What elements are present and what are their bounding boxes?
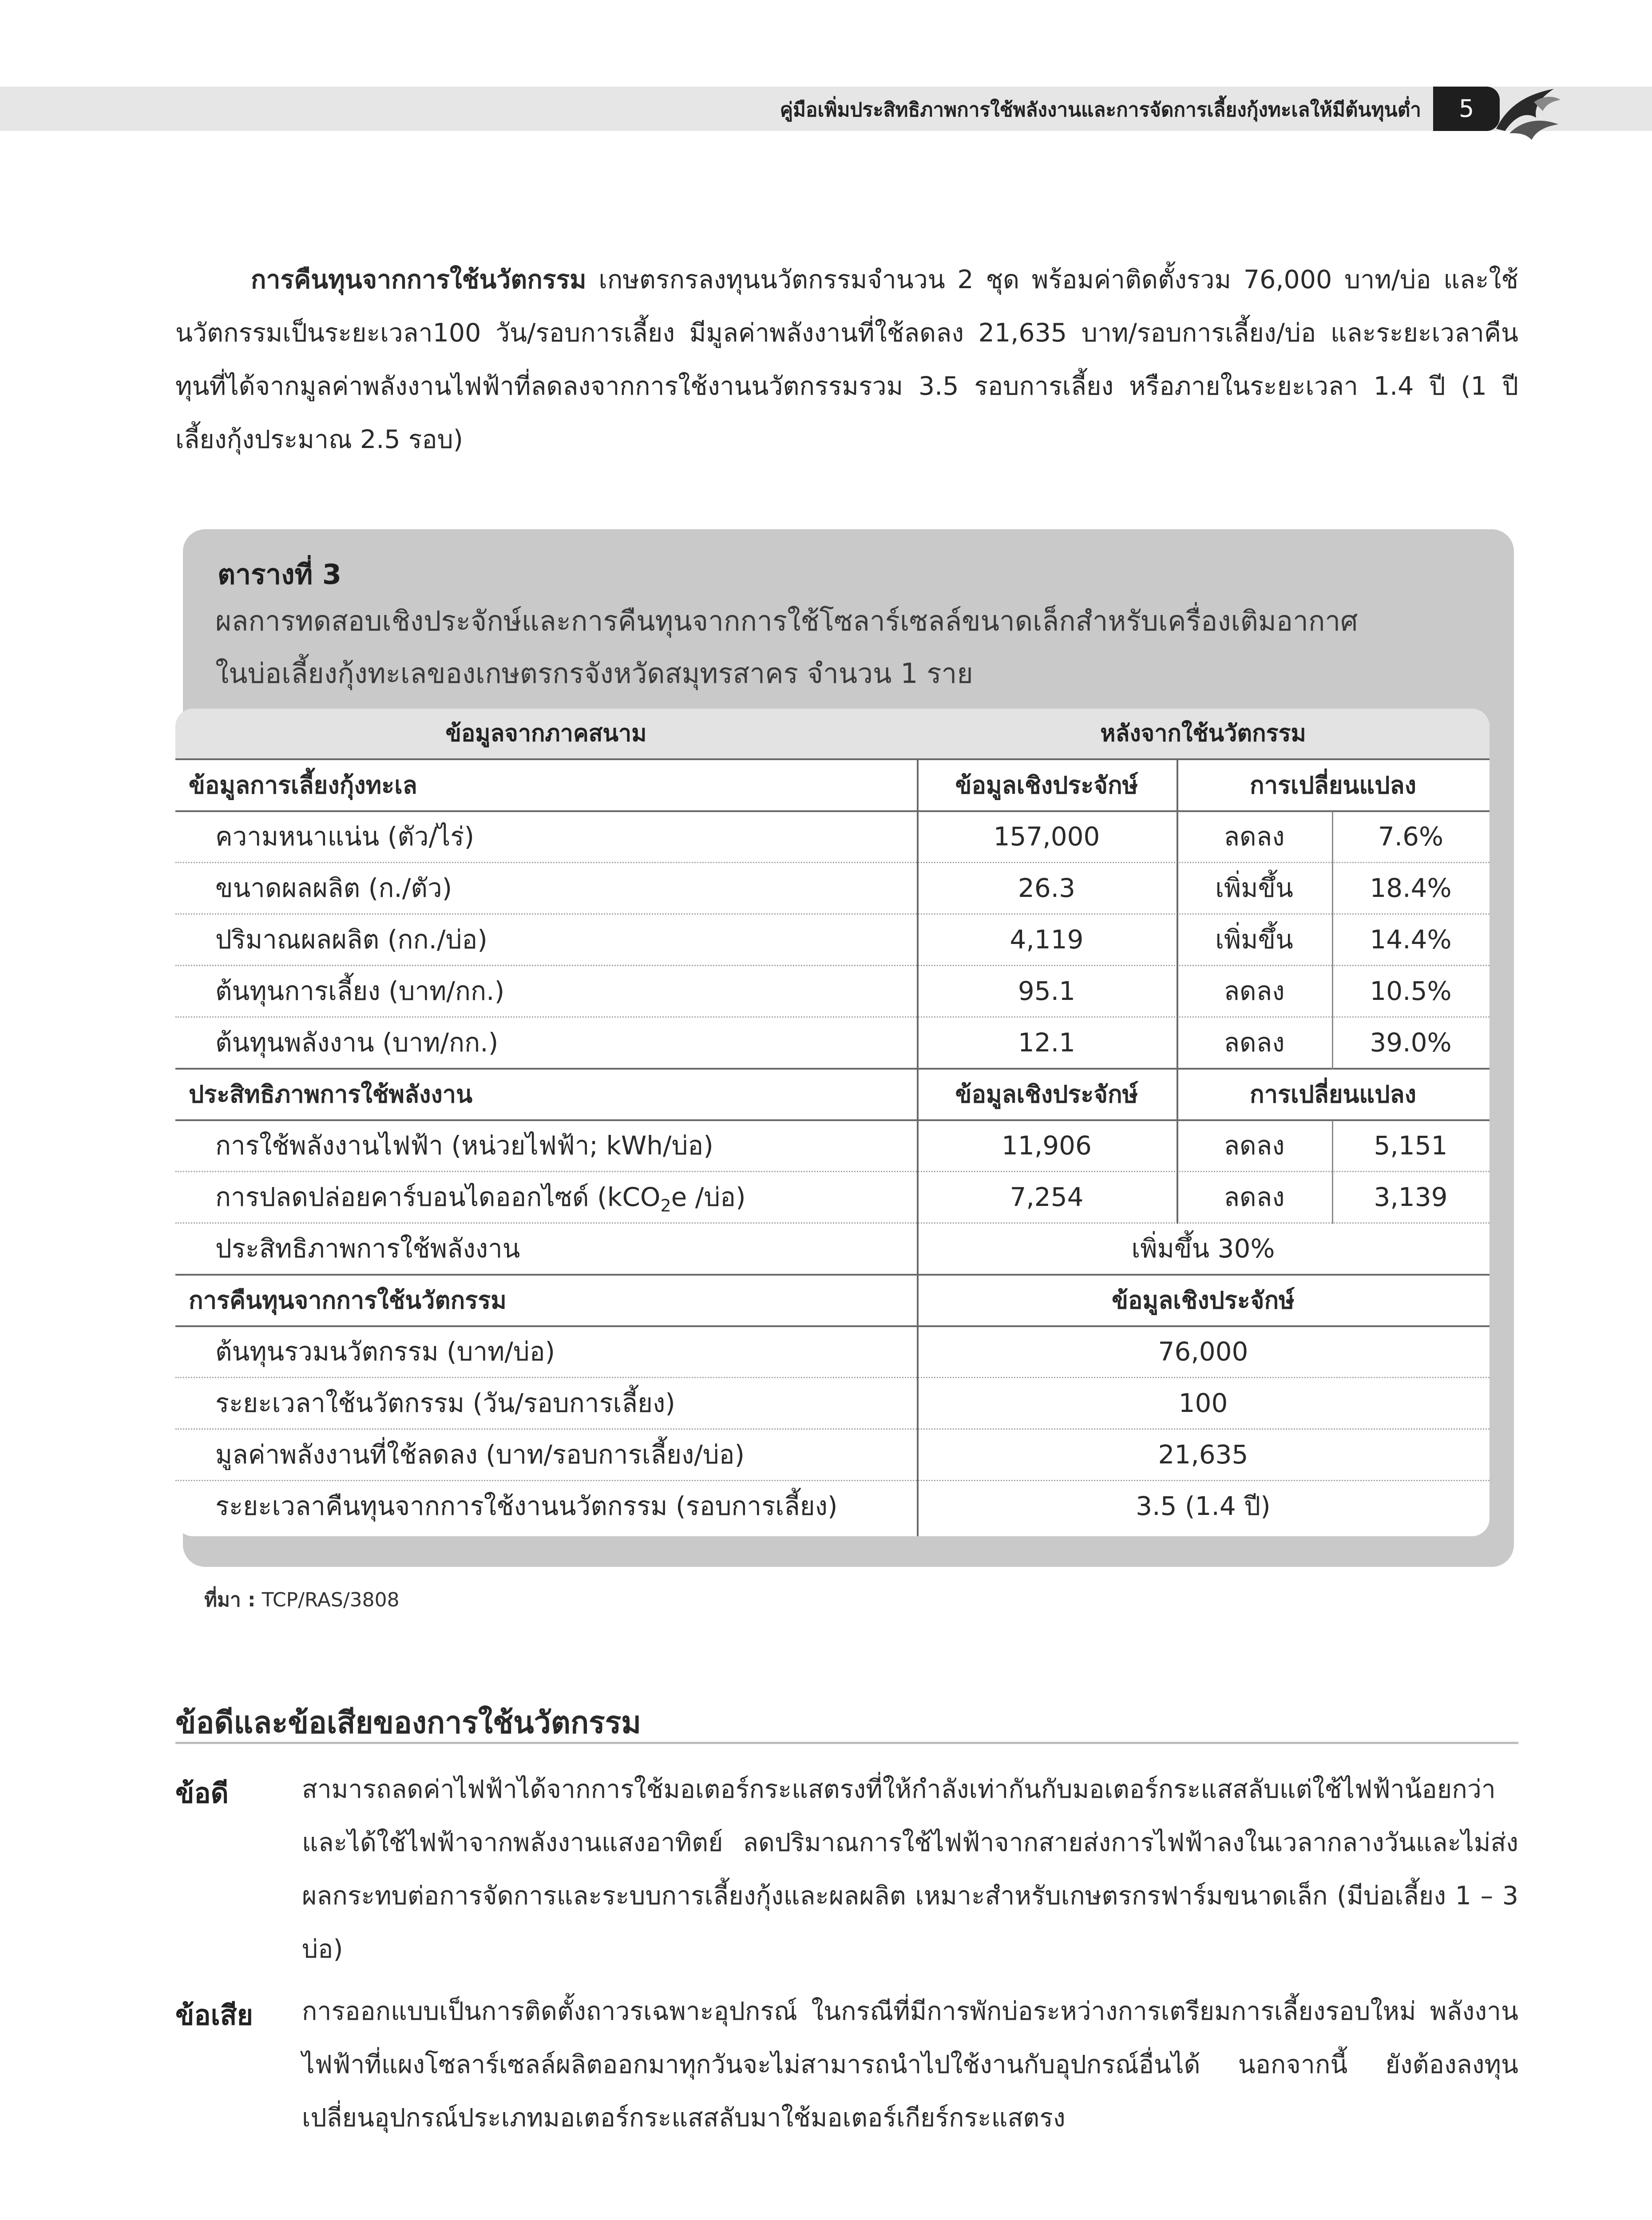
section-title: การคืนทุนจากการใช้นวัตกรรม [189, 1286, 507, 1314]
row-value: 100 [1178, 1388, 1228, 1418]
row-value: 26.3 [1018, 873, 1076, 903]
section-header-farming [175, 760, 1490, 812]
intro-lead: การคืนทุนจากการใช้นวัตกรรม [251, 265, 586, 294]
header-title: คู่มือเพิ่มประสิทธิภาพการใช้พลังงานและการจัดการเลี้ยงกุ้งทะเลให้มีต้นทุนต่ำ [780, 99, 1421, 121]
table-row [175, 1172, 1490, 1224]
row-label: ประสิทธิภาพการใช้พลังงาน [215, 1233, 520, 1264]
table-row [175, 1121, 1490, 1172]
table-row [175, 915, 1490, 966]
row-value: 76,000 [1158, 1336, 1248, 1367]
row-label: ขนาดผลผลิต (ก./ตัว) [215, 873, 452, 903]
row-direction: ลดลง [1224, 976, 1285, 1006]
table-row [175, 812, 1490, 863]
row-label: ต้นทุนรวมนวัตกรรม (บาท/บ่อ) [215, 1336, 555, 1367]
row-label-subscript: 2 [660, 1196, 671, 1216]
row-label-main: การปลดปล่อยคาร์บอนไดออกไซด์ (kCO [215, 1182, 661, 1212]
col-observed: ข้อมูลเชิงประจักษ์ [1112, 1286, 1295, 1314]
pro-label: ข้อดี [175, 1777, 229, 1809]
table-caption-line1: ผลการทดสอบเชิงประจักษ์และการคืนทุนจากการใช้โซลาร์เซลล์ขนาดเล็กสำหรับเครื่องเติมอากาศ [215, 605, 1358, 637]
table-row [175, 863, 1490, 915]
row-label [215, 1172, 930, 1222]
page-number: 5 [1433, 87, 1500, 131]
row-value: 11,906 [1002, 1130, 1092, 1161]
table-source [204, 1584, 400, 1615]
source-value: TCP/RAS/3808 [255, 1589, 400, 1611]
column-divider [1177, 760, 1178, 1121]
column-divider [1332, 1121, 1333, 1224]
table-row [175, 1378, 1490, 1430]
row-percent: 14.4% [1370, 924, 1452, 955]
row-direction: ลดลง [1224, 821, 1285, 852]
row-direction: ลดลง [1224, 1130, 1285, 1161]
row-percent: 18.4% [1370, 873, 1452, 903]
table-label: ตารางที่ 3 [218, 558, 342, 591]
table-header [175, 709, 1490, 760]
row-label-tail: e /บ่อ) [671, 1182, 746, 1212]
row-label: มูลค่าพลังงานที่ใช้ลดลง (บาท/รอบการเลี้ยง/บ่อ) [215, 1439, 745, 1470]
pro-text: สามารถลดค่าไฟฟ้าได้จากการใช้มอเตอร์กระแสตรงที่ให้กำลังเท่ากันกับมอเตอร์กระแสสลับแต่ใช้ไฟฟ้าน้อยกว่าและได้ใช้ไฟฟ้าจากพลังงานแสงอาทิตย์ ลดปริมาณการใช้ไฟฟ้าจากสายส่งการไฟฟ้าลงในเวลากลางวันและไม่ส่งผลกระทบต่อการจัดการและระบบการเลี้ยงกุ้งและผลผลิต เหมาะสำหรับเกษตรกรฟาร์มขนาดเล็ก (มีบ่อเลี้ยง 1 – 3 บ่อ) [302, 1775, 1518, 1964]
table-row [175, 1430, 1490, 1481]
row-amount: 3,139 [1374, 1182, 1448, 1212]
section-header-payback [175, 1275, 1490, 1327]
row-percent: 7.6% [1378, 821, 1444, 852]
table-caption-line2: ในบ่อเลี้ยงกุ้งทะเลของเกษตรกรจังหวัดสมุทรสาคร จำนวน 1 ราย [215, 657, 973, 690]
row-value: 21,635 [1158, 1439, 1248, 1470]
row-value: 95.1 [1018, 976, 1076, 1006]
row-value: เพิ่มขึ้น 30% [1131, 1233, 1275, 1264]
intro-text: เกษตรกรลงทุนนวัตกรรมจำนวน 2 ชุด พร้อมค่าติดตั้งรวม 76,000 บาท/บ่อ และใช้นวัตกรรมเป็นระยะเวลา100 วัน/รอบการเลี้ยง มีมูลค่าพลังงานที่ใช้ลดลง 21,635 บาท/รอบการเลี้ยง/บ่อ และระยะเวลาคืนทุนที่ได้จากมูลค่าพลังงานไฟฟ้าที่ลดลงจากการใช้งานนวัตกรรมรวม 3.5 รอบการเลี้ยง หรือภายในระยะเวลา 1.4 ปี (1 ปี เลี้ยงกุ้งประมาณ 2.5 รอบ) [175, 265, 1518, 454]
con-label: ข้อเสีย [175, 1999, 253, 2031]
row-percent: 39.0% [1370, 1027, 1452, 1058]
row-value: 7,254 [1010, 1182, 1084, 1212]
table-row [175, 1018, 1490, 1070]
wave-logo-icon [1492, 75, 1563, 142]
col-change: การเปลี่ยนแปลง [1250, 771, 1416, 799]
row-direction: เพิ่มขึ้น [1215, 873, 1293, 903]
intro-paragraph [175, 253, 1518, 466]
row-value: 3.5 (1.4 ปี) [1136, 1491, 1271, 1521]
table-row [175, 966, 1490, 1018]
col-change: การเปลี่ยนแปลง [1250, 1080, 1416, 1108]
row-direction: ลดลง [1224, 1027, 1285, 1058]
table-head-left: ข้อมูลจากภาคสนาม [445, 720, 647, 747]
row-label: ปริมาณผลผลิต (กก./บ่อ) [215, 924, 487, 955]
row-label: ต้นทุนพลังงาน (บาท/กก.) [215, 1027, 499, 1058]
col-observed: ข้อมูลเชิงประจักษ์ [955, 771, 1138, 799]
table-row [175, 1327, 1490, 1378]
source-label: ที่มา : [204, 1589, 256, 1611]
row-label: ความหนาแน่น (ตัว/ไร่) [215, 821, 475, 852]
column-divider [1177, 1069, 1178, 1224]
proscons-title: ข้อดีและข้อเสียของการใช้นวัตกรรม [175, 1705, 642, 1740]
table-row [175, 1224, 1490, 1276]
row-value: 157,000 [993, 821, 1100, 852]
col-observed: ข้อมูลเชิงประจักษ์ [955, 1080, 1138, 1108]
con-text: การออกแบบเป็นการติดตั้งถาวรเฉพาะอุปกรณ์ ในกรณีที่มีการพักบ่อระหว่างการเตรียมการเลี้ยงรอบใหม่ พลังงานไฟฟ้าที่แผงโซลาร์เซลล์ผลิตออกมาทุกวันจะไม่สามารถนำไปใช้งานกับอุปกรณ์อื่นได้ นอกจากนี้ ยังต้องลงทุนเปลี่ยนอุปกรณ์ประเภทมอเตอร์กระแสสลับมาใช้มอเตอร์เกียร์กระแสตรง [302, 1997, 1518, 2133]
table-row [175, 1481, 1490, 1531]
row-percent: 10.5% [1370, 976, 1452, 1006]
row-value: 4,119 [1010, 924, 1084, 955]
row-label: ระยะเวลาใช้นวัตกรรม (วัน/รอบการเลี้ยง) [215, 1388, 675, 1418]
data-table [175, 709, 1490, 1536]
section-divider [175, 1742, 1518, 1744]
section-title: ข้อมูลการเลี้ยงกุ้งทะเล [189, 771, 417, 799]
row-label: การใช้พลังงานไฟฟ้า (หน่วยไฟฟ้า; kWh/บ่อ) [215, 1130, 713, 1161]
section-title: ประสิทธิภาพการใช้พลังงาน [189, 1080, 473, 1108]
column-divider [917, 760, 919, 1536]
row-label: ต้นทุนการเลี้ยง (บาท/กก.) [215, 976, 505, 1006]
table-caption [215, 595, 1503, 700]
row-label: ระยะเวลาคืนทุนจากการใช้งานนวัตกรรม (รอบการเลี้ยง) [215, 1491, 838, 1521]
row-direction: ลดลง [1224, 1182, 1285, 1212]
table-head-right: หลังจากใช้นวัตกรรม [1100, 720, 1306, 747]
section-header-energy [175, 1069, 1490, 1121]
row-value: 12.1 [1018, 1027, 1076, 1058]
row-amount: 5,151 [1374, 1130, 1448, 1161]
column-divider [1332, 812, 1333, 1069]
row-direction: เพิ่มขึ้น [1215, 924, 1293, 955]
